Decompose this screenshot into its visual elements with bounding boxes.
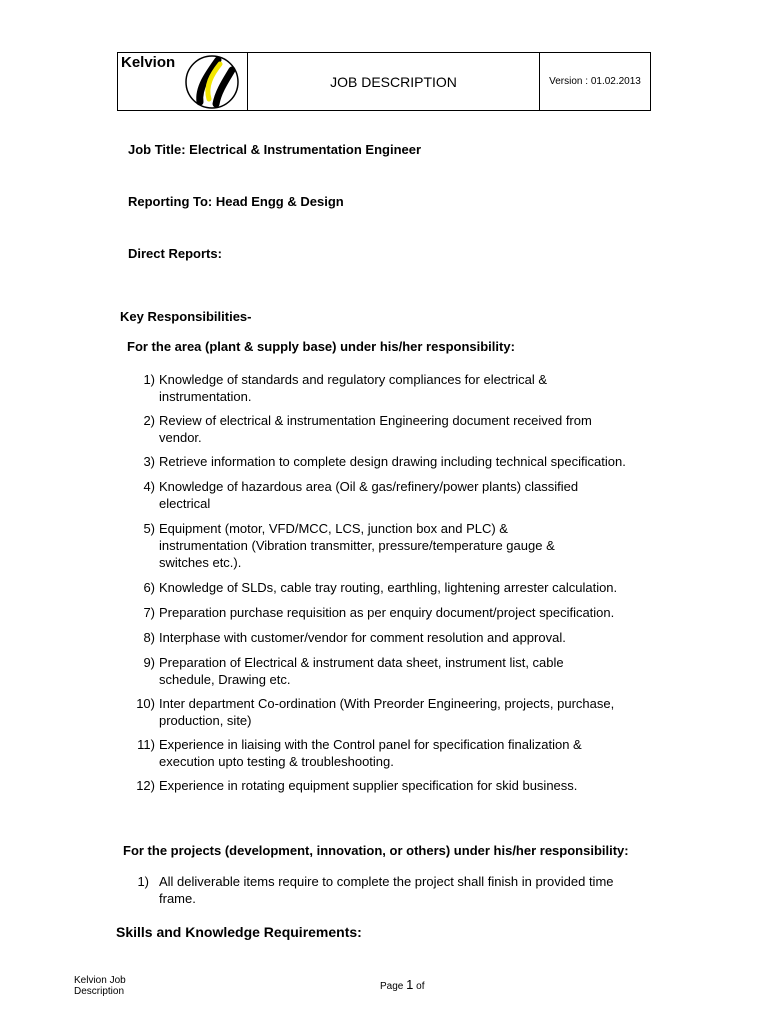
skills-heading: Skills and Knowledge Requirements: (116, 924, 362, 940)
brand-name: Kelvion (121, 54, 176, 71)
projects-heading: For the projects (development, innovation, or others) under his/her responsibility: (123, 843, 629, 858)
version-label: Version : 01.02.2013 (549, 76, 641, 87)
list-item: 1) All deliverable items require to complete the project shall finish in provided time frame. (137, 874, 614, 906)
list-item: 1) Knowledge of standards and regulatory compliances for electrical & instrumentation. (143, 372, 548, 404)
document-header-table (117, 52, 651, 111)
list-item: 3) Retrieve information to complete design drawing including technical specification. (143, 454, 626, 469)
project-responsibilities-list (112, 873, 653, 907)
list-item: 9) Preparation of Electrical & instrument data sheet, instrument list, cable schedule, Drawing etc. (143, 655, 564, 687)
job-title: Job Title: Electrical & Instrumentation Engineer (128, 142, 422, 157)
document-title: JOB DESCRIPTION (248, 53, 540, 110)
list-item: 8) Interphase with customer/vendor for comment resolution and approval. (143, 630, 566, 645)
key-responsibilities-heading: Key Responsibilities- (120, 309, 252, 324)
list-item: 6) Knowledge of SLDs, cable tray routing, earthling, lightening arrester calculation. (143, 580, 618, 595)
area-heading: For the area (plant & supply base) under his/her responsibility: (127, 339, 515, 354)
area-responsibilities-list (118, 371, 659, 794)
list-item: 10) Inter department Co-ordination (With Preorder Engineering, projects, purchase, production, site) (136, 696, 615, 728)
list-item: 5) Equipment (motor, VFD/MCC, LCS, junction box and PLC) & instrumentation (Vibration transmitter, pressure/temperature gauge & switches etc.). (143, 521, 555, 570)
direct-reports: Direct Reports: (128, 246, 222, 261)
list-item: 4) Knowledge of hazardous area (Oil & gas/refinery/power plants) classified electrical (143, 479, 579, 511)
kelvion-logo-icon (184, 54, 240, 110)
logo-cell (118, 53, 248, 110)
list-item: 11) Experience in liaising with the Control panel for specification finalization & execution upto testing & troubleshooting. (137, 737, 582, 769)
list-item: 7) Preparation purchase requisition as per enquiry document/project specification. (143, 605, 615, 620)
list-item: 2) Review of electrical & instrumentation Engineering document received from vendor. (143, 413, 592, 445)
page-number: Page 1 of (380, 977, 425, 992)
footer-doc-label: Kelvion Job Description (74, 975, 126, 997)
reporting-to: Reporting To: Head Engg & Design (128, 194, 344, 209)
list-item: 12) Experience in rotating equipment supplier specification for skid business. (136, 778, 578, 793)
